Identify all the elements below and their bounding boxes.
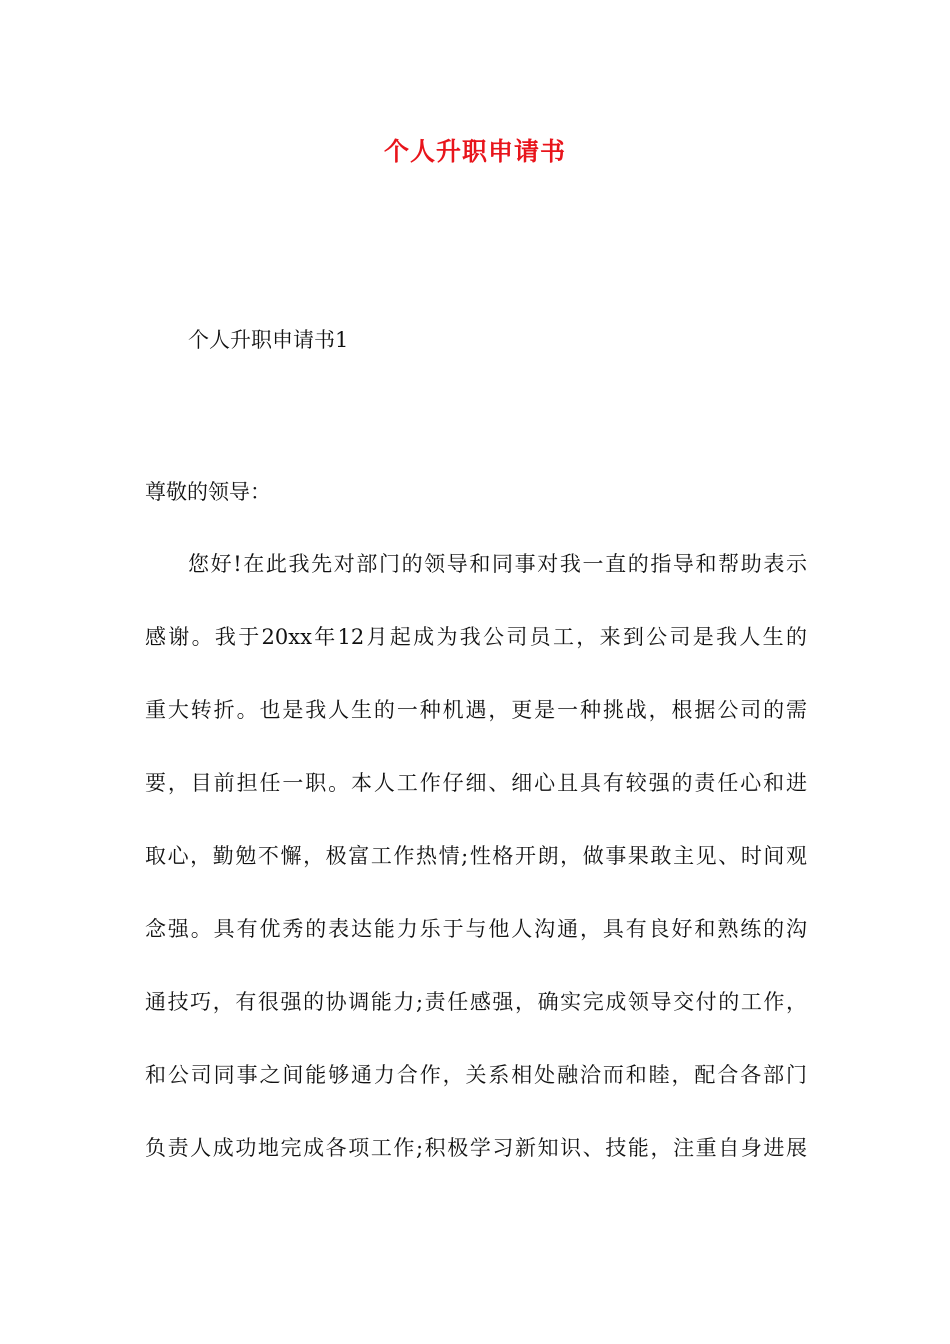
body-line: 重大转折。也是我人生的一种机遇，更是一种挑战，根据公司的需 xyxy=(145,698,807,722)
body-line: 和公司同事之间能够通力合作，关系相处融洽而和睦，配合各部门 xyxy=(145,1063,807,1087)
body-line: 负责人成功地完成各项工作;积极学习新知识、技能，注重自身进展 xyxy=(145,1136,807,1160)
salutation: 尊敬的领导： xyxy=(145,480,271,504)
body-line: 念强。具有优秀的表达能力乐于与他人沟通，具有良好和熟练的沟 xyxy=(145,917,807,941)
body-line: 取心，勤勉不懈，极富工作热情;性格开朗，做事果敢主见、时间观 xyxy=(145,844,807,868)
document-title: 个人升职申请书 xyxy=(383,137,566,166)
section-heading: 个人升职申请书1 xyxy=(188,328,349,352)
body-line: 感谢。我于20xx年12月起成为我公司员工，来到公司是我人生的 xyxy=(145,625,807,649)
body-line: 通技巧，有很强的协调能力;责任感强，确实完成领导交付的工作， xyxy=(145,990,807,1014)
body-line: 要，目前担任一职。本人工作仔细、细心且具有较强的责任心和进 xyxy=(145,771,807,795)
body-line: 您好!在此我先对部门的领导和同事对我一直的指导和帮助表示 xyxy=(188,552,807,576)
body-paragraph xyxy=(145,546,807,1203)
